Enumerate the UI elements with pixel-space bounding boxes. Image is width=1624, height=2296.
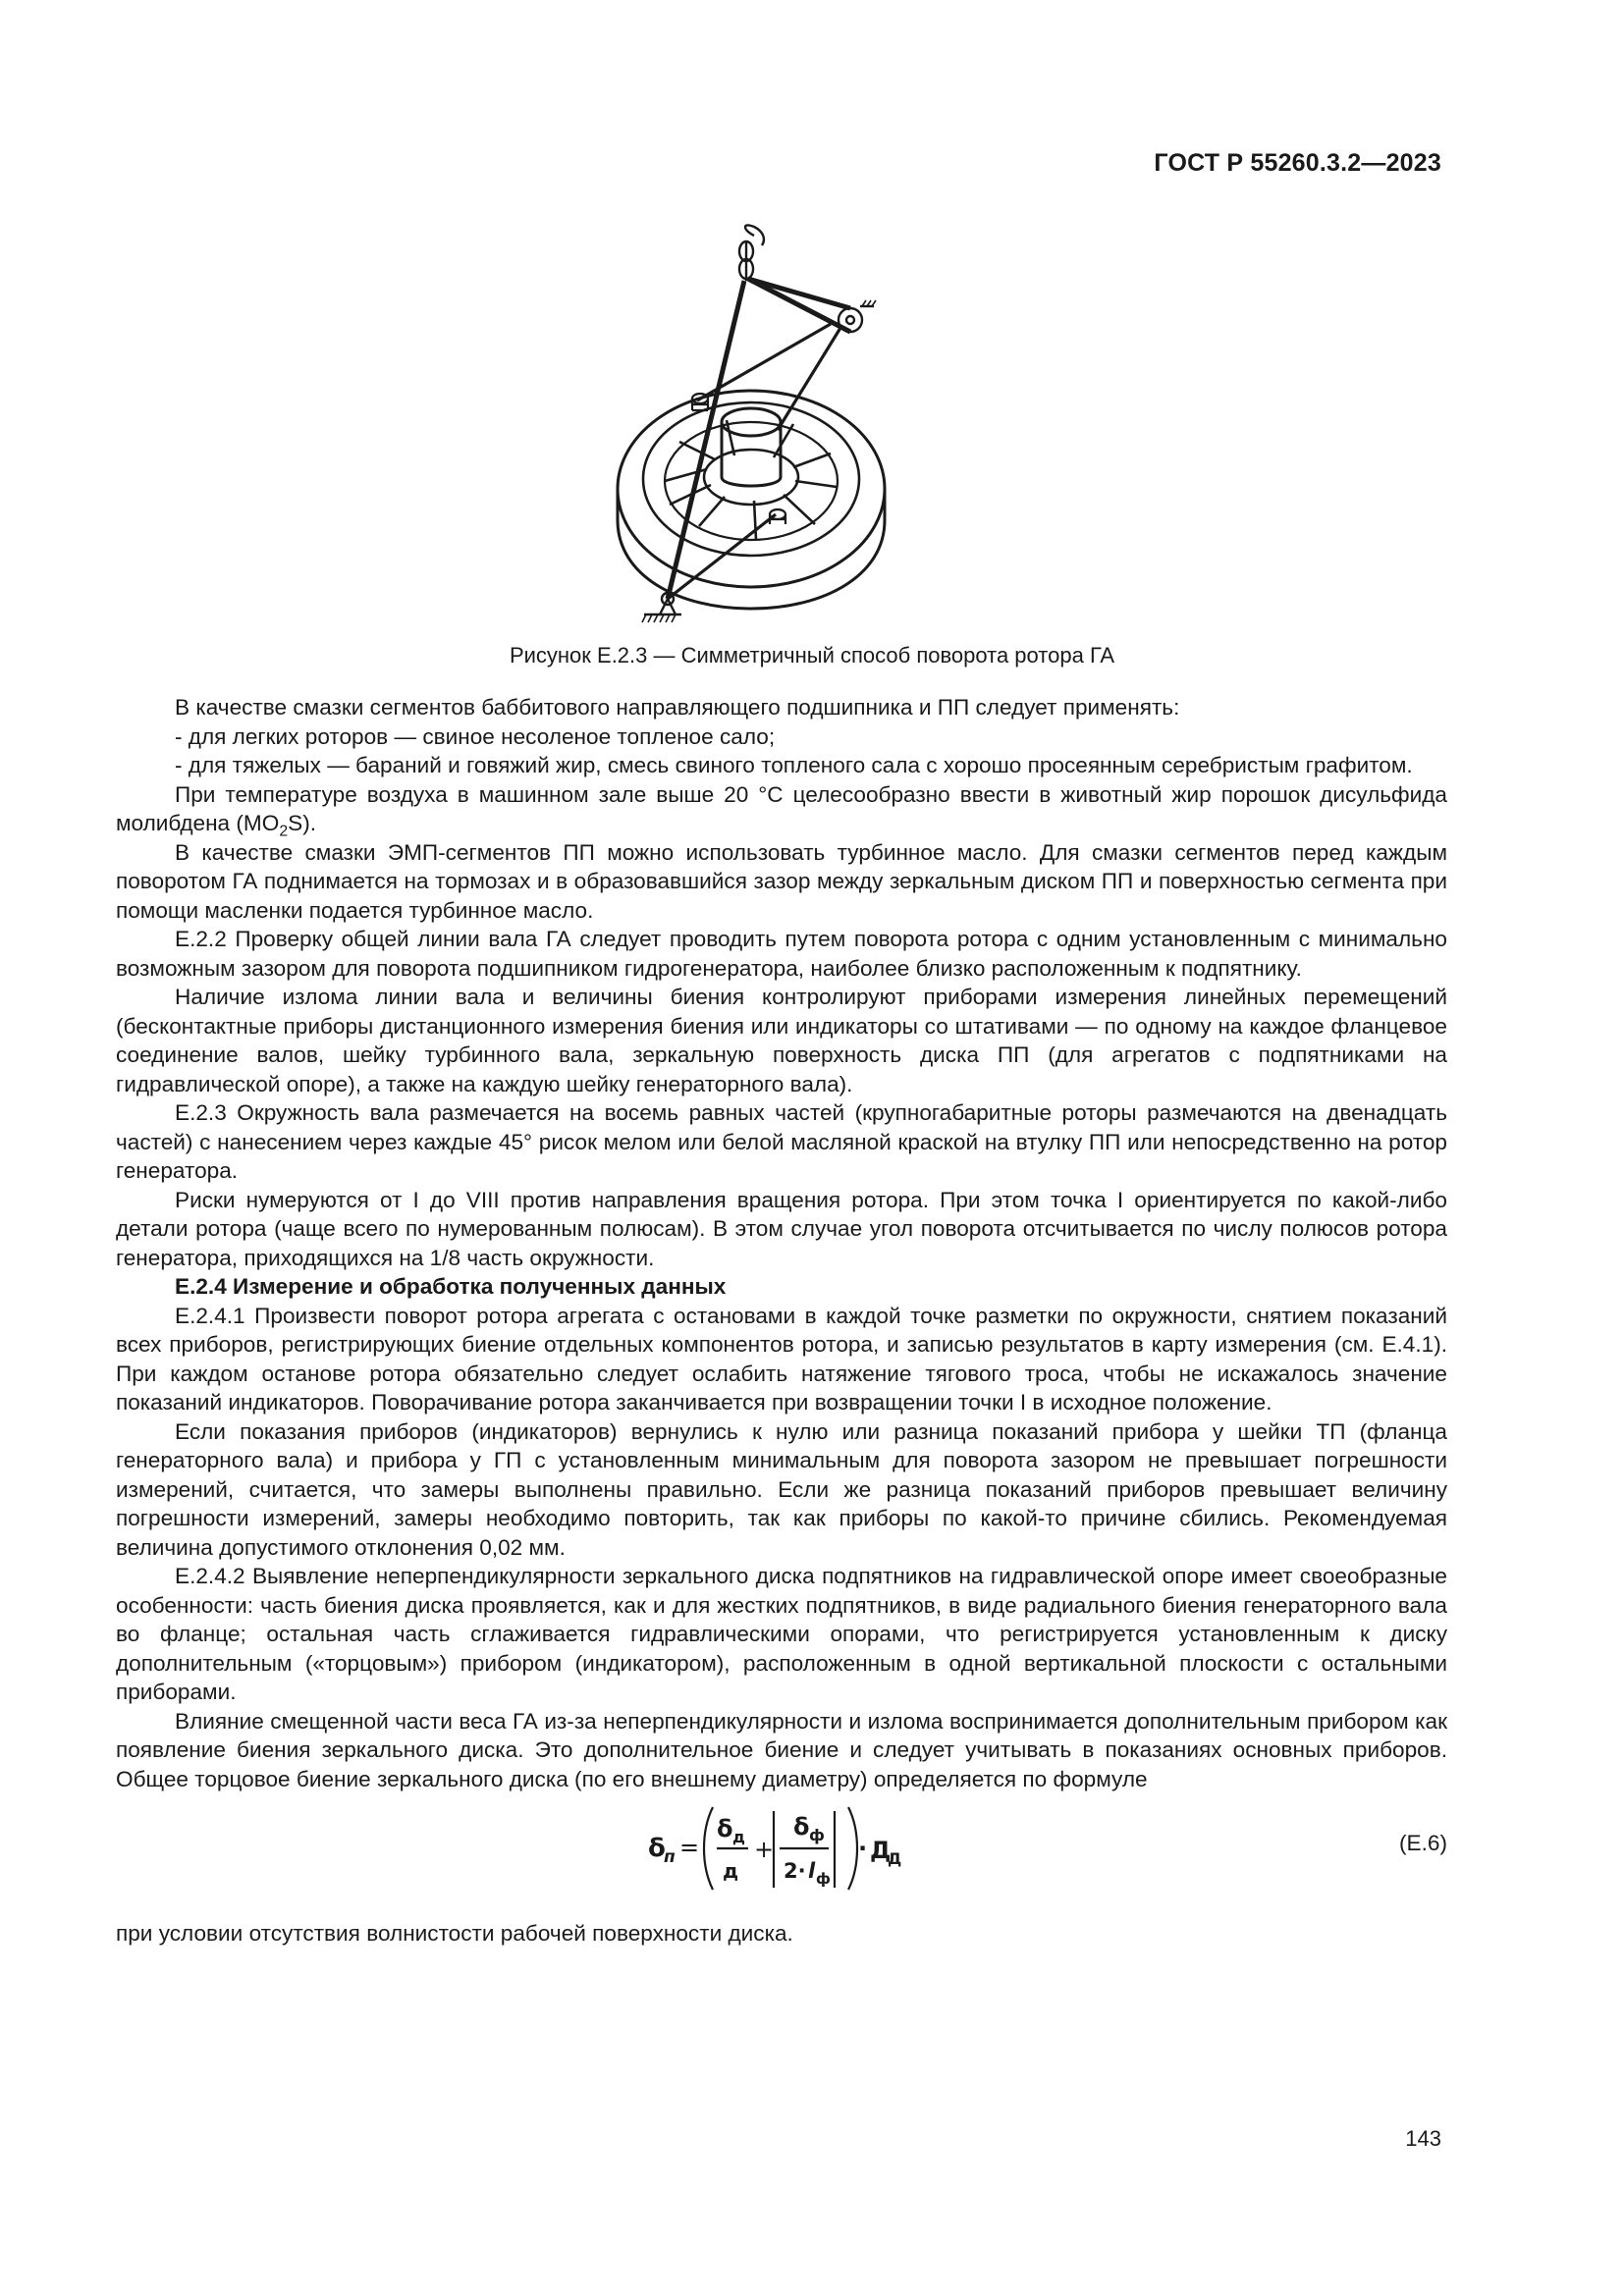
formula-dot: · [858,1835,868,1862]
paragraph: - для легких роторов — свиное несоленое топленое сало; [175,723,776,749]
section-heading: Е.2.4 Измерение и обработка полученных данных [175,1274,727,1299]
paragraph: Если показания приборов (индикаторов) вернулись к нулю или разница показаний прибора у шейки ТП (фланца генераторного вала) и прибора у ГП с установленным минимальным для поворота зазором не превышает погрешности измерений, считается, что замеры выполнены правильно. Если же разница показаний приборов превышает величину погрешности измерений, замеры необходимо повторить, так как приборы по какой-то причине сбились. Рекомендуемая величина допустимого отклонения 0,02 мм. [116,1418,1447,1560]
formula-lhs: δ [648,1834,666,1863]
formula-equals: = [679,1834,700,1861]
formula-mult-sub: Д [888,1849,902,1868]
paragraph: при условии отсутствия волнистости рабочей поверхности диска. [116,1921,793,1946]
formula-den2-sub: ф [816,1870,831,1888]
paragraph: Е.2.3 Окружность вала размечается на восемь равных частей (крупногабаритные роторы размечаются на двенадцать частей) с нанесением через каждые 45° рисок мелом или белой масляной краской на втулку ПП или непосредственно на ротор генератора. [116,1100,1447,1183]
text-fragment: S). [288,811,316,835]
text-fragment: При температуре воздуха в машинном зале выше 20 °С целесообразно ввести в животный жир порошок дисульфида молибдена (МО [116,781,1447,835]
formula-e6 [116,1801,1447,1896]
formula-den2-l: l [808,1859,816,1883]
paragraph: Е.2.4.1 Произвести поворот ротора агрегата с остановами в каждой точке разметки по окружности, снятием показаний всех приборов, регистрирующих биение отдельных компонентов ротора, и записью результатов в карту измерения (см. Е.4.1). При каждом останове ротора обязательно следует ослабить натяжение тягового троса, чтобы не искажалось значение показаний индикаторов. Поворачивание ротора заканчивается при возвращении точки I в исходное положение. [116,1303,1447,1415]
body-text [116,693,1447,1949]
right-paren-icon [848,1807,857,1890]
paragraph: Наличие излома линии вала и величины биения контролируют приборами измерения линейных перемещений (бесконтактные приборы дистанционного измерения биения или индикаторы со штативами — по одному на каждое фланцевое соединение валов, шейку турбинного вала, зеркальную поверхность диска ПП (для агрегатов с подпятниками на гидравлической опоре), а также на каждую шейку генераторного вала). [116,985,1447,1096]
document-header: ГОСТ Р 55260.3.2—2023 [1154,149,1441,177]
left-paren-icon [704,1807,713,1890]
paragraph: В качестве смазки ЭМП-сегментов ПП можно использовать турбинное масло. Для смазки сегментов перед каждым поворотом ГА поднимается на тормозах и в образовавшийся зазор между зеркальным диском ПП и поверхностью сегмента при помощи масленки подается турбинное масло. [116,839,1447,923]
formula-num2-sub: ф [809,1826,825,1844]
paragraph: Е.2.2 Проверку общей линии вала ГА следует проводить путем поворота ротора с одним установленным с минимально возможным зазором для поворота подшипником гидрогенератора, наиболее близко расположенным к подпятнику. [116,927,1447,981]
paragraph: В качестве смазки сегментов баббитового направляющего подшипника и ПП следует применять: [175,695,1180,720]
formula-expression [646,1801,941,1896]
paragraph: Е.2.4.2 Выявление неперпендикулярности зеркального диска подпятников на гидравлической опоре имеет своеобразные особенности: часть биения диска проявляется, как и для жестких подпятников, в виде радиального биения генераторного вала во фланце; остальная часть сглаживается гидравлическими опорами, что регистрируется установленным к диску дополнительным («торцовым») прибором (индикатором), расположенным в одной вертикальной плоскости с остальными приборами. [116,1564,1447,1704]
paragraph: Влияние смещенной части веса ГА из-за неперпендикулярности и излома воспринимается дополнительным прибором как появление биения зеркального диска. Это дополнительное биение и следует учитывать в показаниях основных приборов. Общее торцовое биение зеркального диска (по его внешнему диаметру) определяется по формуле [116,1708,1447,1791]
formula-number: (Е.6) [1399,1831,1447,1855]
rotor-rotation-figure [609,224,893,626]
subscript: 2 [279,823,289,840]
paragraph: Риски нумеруются от I до VIII против направления вращения ротора. При этом точка I ориентируется по какой-либо детали ротора (чаще всего по нумерованным полюсам). В этом случае угол поворота отсчитывается по числу полюсов ротора генератора, приходящихся на 1/8 часть окружности. [116,1187,1447,1270]
figure-caption: Рисунок Е.2.3 — Симметричный способ поворота ротора ГА [509,643,1115,667]
formula-mult: Д [870,1837,892,1864]
formula-num2: δ [793,1813,810,1841]
formula-den1: д [723,1859,739,1883]
formula-num1-sub: д [732,1828,745,1846]
formula-den2: 2· [784,1859,806,1883]
paragraph: - для тяжелых — бараний и говяжий жир, смесь свиного топленого сала с хорошо просеянным серебристым графитом. [175,753,1413,777]
paragraph [116,780,1447,838]
page-number: 143 [1405,2126,1441,2151]
formula-lhs-sub: п [664,1847,676,1867]
formula-num1: δ [717,1815,733,1842]
formula-plus: + [754,1836,775,1863]
